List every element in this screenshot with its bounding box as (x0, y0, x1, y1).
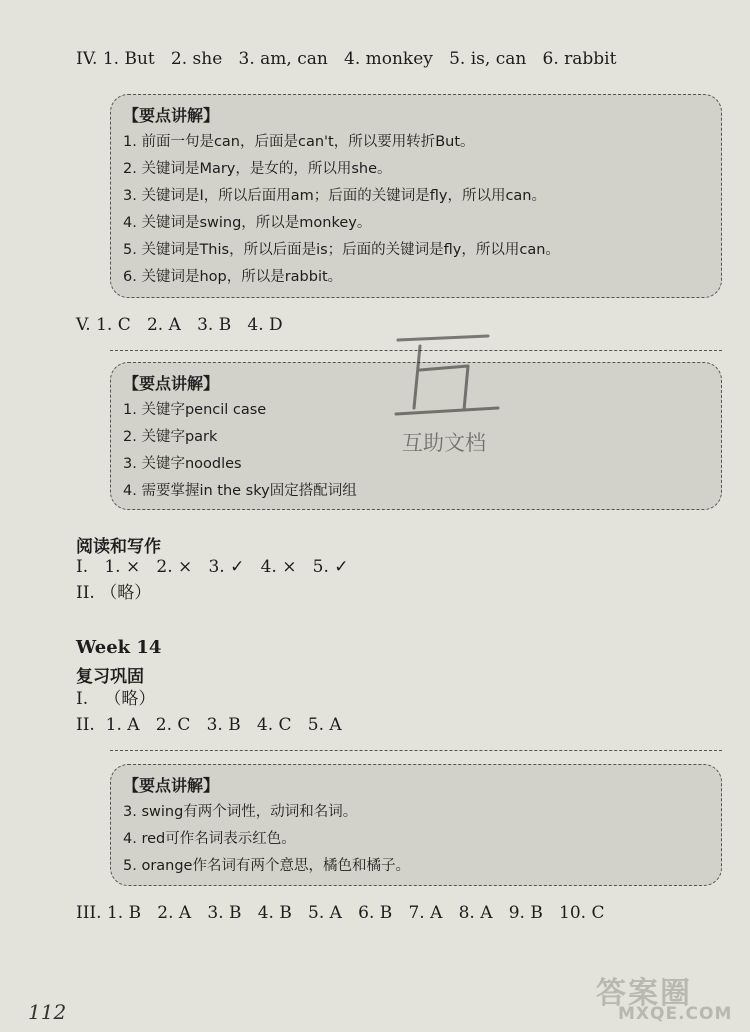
explanation-item: 4. red可作名词表示红色。 (123, 831, 296, 847)
explanation-item: 4. 需要掌握in the sky固定搭配词组 (123, 483, 357, 499)
explanation-item: 2. 关键词是Mary，是女的，所以用she。 (123, 161, 392, 177)
answers-reading-i: I. 1. × 2. × 3. ✓ 4. × 5. ✓ (76, 557, 349, 577)
explanation-item: 3. 关键词是I，所以后面用am；后面的关键词是fly，所以用can。 (123, 188, 546, 204)
section-title-review: 复习巩固 (76, 667, 144, 687)
explanation-item: 6. 关键词是hop，所以是rabbit。 (123, 269, 343, 285)
box-title: 【要点讲解】 (123, 106, 220, 125)
explanation-item: 4. 关键词是swing，所以是monkey。 (123, 215, 372, 231)
explanation-box-iv (110, 94, 722, 298)
explanation-item: 3. swing有两个词性，动词和名词。 (123, 804, 358, 820)
watermark-logo: 答案圈 (596, 976, 692, 1011)
answers-week-i: I. （略） (76, 689, 156, 709)
explanation-item: 2. 关键字park (123, 429, 218, 445)
answers-week-ii: II. 1. A 2. C 3. B 4. C 5. A (76, 715, 342, 735)
answers-week-iii: III. 1. B 2. A 3. B 4. B 5. A 6. B 7. A 8. A 9. B 10. C (76, 903, 605, 923)
answers-reading-ii: II. （略） (76, 583, 152, 603)
watermark-url: MXQE.COM (618, 1004, 733, 1024)
box-title: 【要点讲解】 (123, 374, 220, 393)
answers-v: V. 1. C 2. A 3. B 4. D (76, 315, 283, 335)
explanation-item: 5. orange作名词有两个意思，橘色和橘子。 (123, 858, 410, 874)
explanation-item: 1. 关键字pencil case (123, 402, 267, 418)
page-number: 112 (28, 1000, 67, 1024)
explanation-item: 5. 关键词是This，所以后面是is；后面的关键词是fly，所以用can。 (123, 242, 560, 258)
section-title-reading: 阅读和写作 (76, 537, 161, 557)
week-title: Week 14 (76, 637, 162, 658)
explanation-item: 1. 前面一句是can，后面是can't，所以要用转折But。 (123, 134, 475, 150)
stamp-text: 互助文档 (402, 431, 486, 455)
explanation-item: 3. 关键字noodles (123, 456, 242, 472)
box-title: 【要点讲解】 (123, 776, 220, 795)
explanation-box-week (110, 764, 722, 886)
answers-iv: IV. 1. But 2. she 3. am, can 4. monkey 5. is, can 6. rabbit (76, 49, 617, 69)
stamp-graphic (380, 322, 520, 462)
divider (110, 750, 722, 751)
